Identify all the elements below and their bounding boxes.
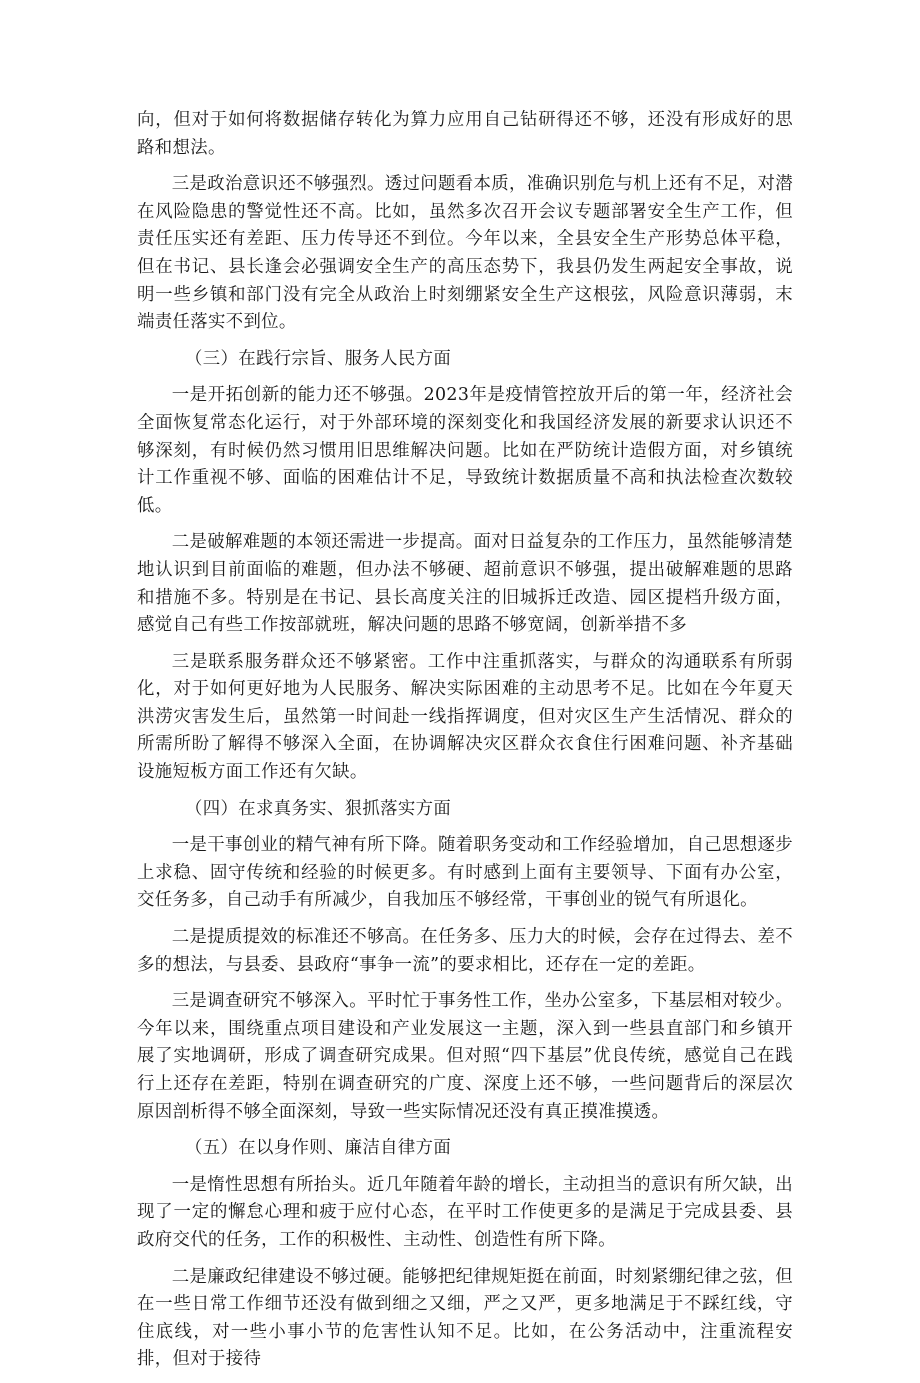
paragraph: 三是调查研究不够深入。平时忙于事务性工作，坐办公室多，下基层相对较少。今年以来，围绕重点项目建设和产业发展这一主题，深入到一些县直部门和乡镇开展了实地调研，形成了调查研究成果。但对照“四下基层”优良传统，感觉自己在践行上还存在差距，特别在调查研究的广度、深度上还不够，一些问题背后的深层次原因剖析得不够全面深刻，导致一些实际情况还没有真正摸准摸透。 bbox=[137, 991, 793, 1122]
section-heading: （三）在践行宗旨、服务人民方面 bbox=[185, 348, 452, 369]
paragraph: 二是破解难题的本领还需进一步提高。面对日益复杂的工作压力，虽然能够清楚地认识到目前面临的难题，但办法不够硬、超前意识不够强，提出破解难题的思路和措施不多。特别是在书记、县长高度关注的旧城拆迁改造、园区提档升级方面，感觉自己有些工作按部就班，解决问题的思路不够宽阔，创新举措不多 bbox=[137, 532, 793, 636]
paragraph: 向，但对于如何将数据储存转化为算力应用自己钻研得还不够，还没有形成好的思路和想法。 bbox=[137, 110, 793, 158]
section-heading: （五）在以身作则、廉洁自律方面 bbox=[185, 1138, 452, 1159]
paragraph: 二是提质提效的标准还不够高。在任务多、压力大的时候，会存在过得去、差不多的想法，与县委、县政府“事争一流”的要求相比，还存在一定的差距。 bbox=[137, 927, 793, 975]
paragraph: 一是干事创业的精气神有所下降。随着职务变动和工作经验增加，自己思想逐步上求稳、固守传统和经验的时候更多。有时感到上面有主要领导、下面有办公室，交任务多，自己动手有所减少，自我加压不够经常，干事创业的锐气有所退化。 bbox=[137, 835, 793, 911]
paragraph: 三是政治意识还不够强烈。透过问题看本质，准确识别危与机上还有不足，对潜在风险隐患的警觉性还不高。比如，虽然多次召开会议专题部署安全生产工作，但责任压实还有差距、压力传导还不到位。今年以来，全县安全生产形势总体平稳，但在书记、县长逢会必强调安全生产的高压态势下，我县仍发生两起安全事故，说明一些乡镇和部门没有完全从政治上时刻绷紧安全生产这根弦，风险意识薄弱，末端责任落实不到位。 bbox=[137, 174, 793, 333]
paragraph: 二是廉政纪律建设不够过硬。能够把纪律规矩挺在前面，时刻紧绷纪律之弦，但在一些日常工作细节还没有做到细之又细，严之又严，更多地满足于不踩红线，守住底线，对一些小事小节的危害性认知不足。比如，在公务活动中，注重流程安排，但对于接待 bbox=[137, 1266, 793, 1370]
paragraph: 三是联系服务群众还不够紧密。工作中注重抓落实，与群众的沟通联系有所弱化，对于如何更好地为人民服务、解决实际困难的主动思考不足。比如在今年夏天洪涝灾害发生后，虽然第一时间赴一线指挥调度，但对灾区生产生活情况、群众的所需所盼了解得不够深入全面，在协调解决灾区群众衣食住行困难问题、补齐基础设施短板方面工作还有欠缺。 bbox=[137, 651, 793, 783]
paragraph: 一是惰性思想有所抬头。近几年随着年龄的增长，主动担当的意识有所欠缺，出现了一定的懈怠心理和疲于应付心态，在平时工作使更多的是满足于完成县委、县政府交代的任务，工作的积极性、主动性、创造性有所下降。 bbox=[137, 1174, 793, 1250]
paragraph: 一是开拓创新的能力还不够强。2023年是疫情管控放开后的第一年，经济社会全面恢复常态化运行，对于外部环境的深刻变化和我国经济发展的新要求认识还不够深刻，有时候仍然习惯用旧思维解决问题。比如在严防统计造假方面，对乡镇统计工作重视不够、面临的困难估计不足，导致统计数据质量不高和执法检查次数较低。 bbox=[137, 385, 793, 516]
document-page bbox=[137, 107, 793, 1383]
section-heading: （四）在求真务实、狠抓落实方面 bbox=[185, 798, 452, 819]
